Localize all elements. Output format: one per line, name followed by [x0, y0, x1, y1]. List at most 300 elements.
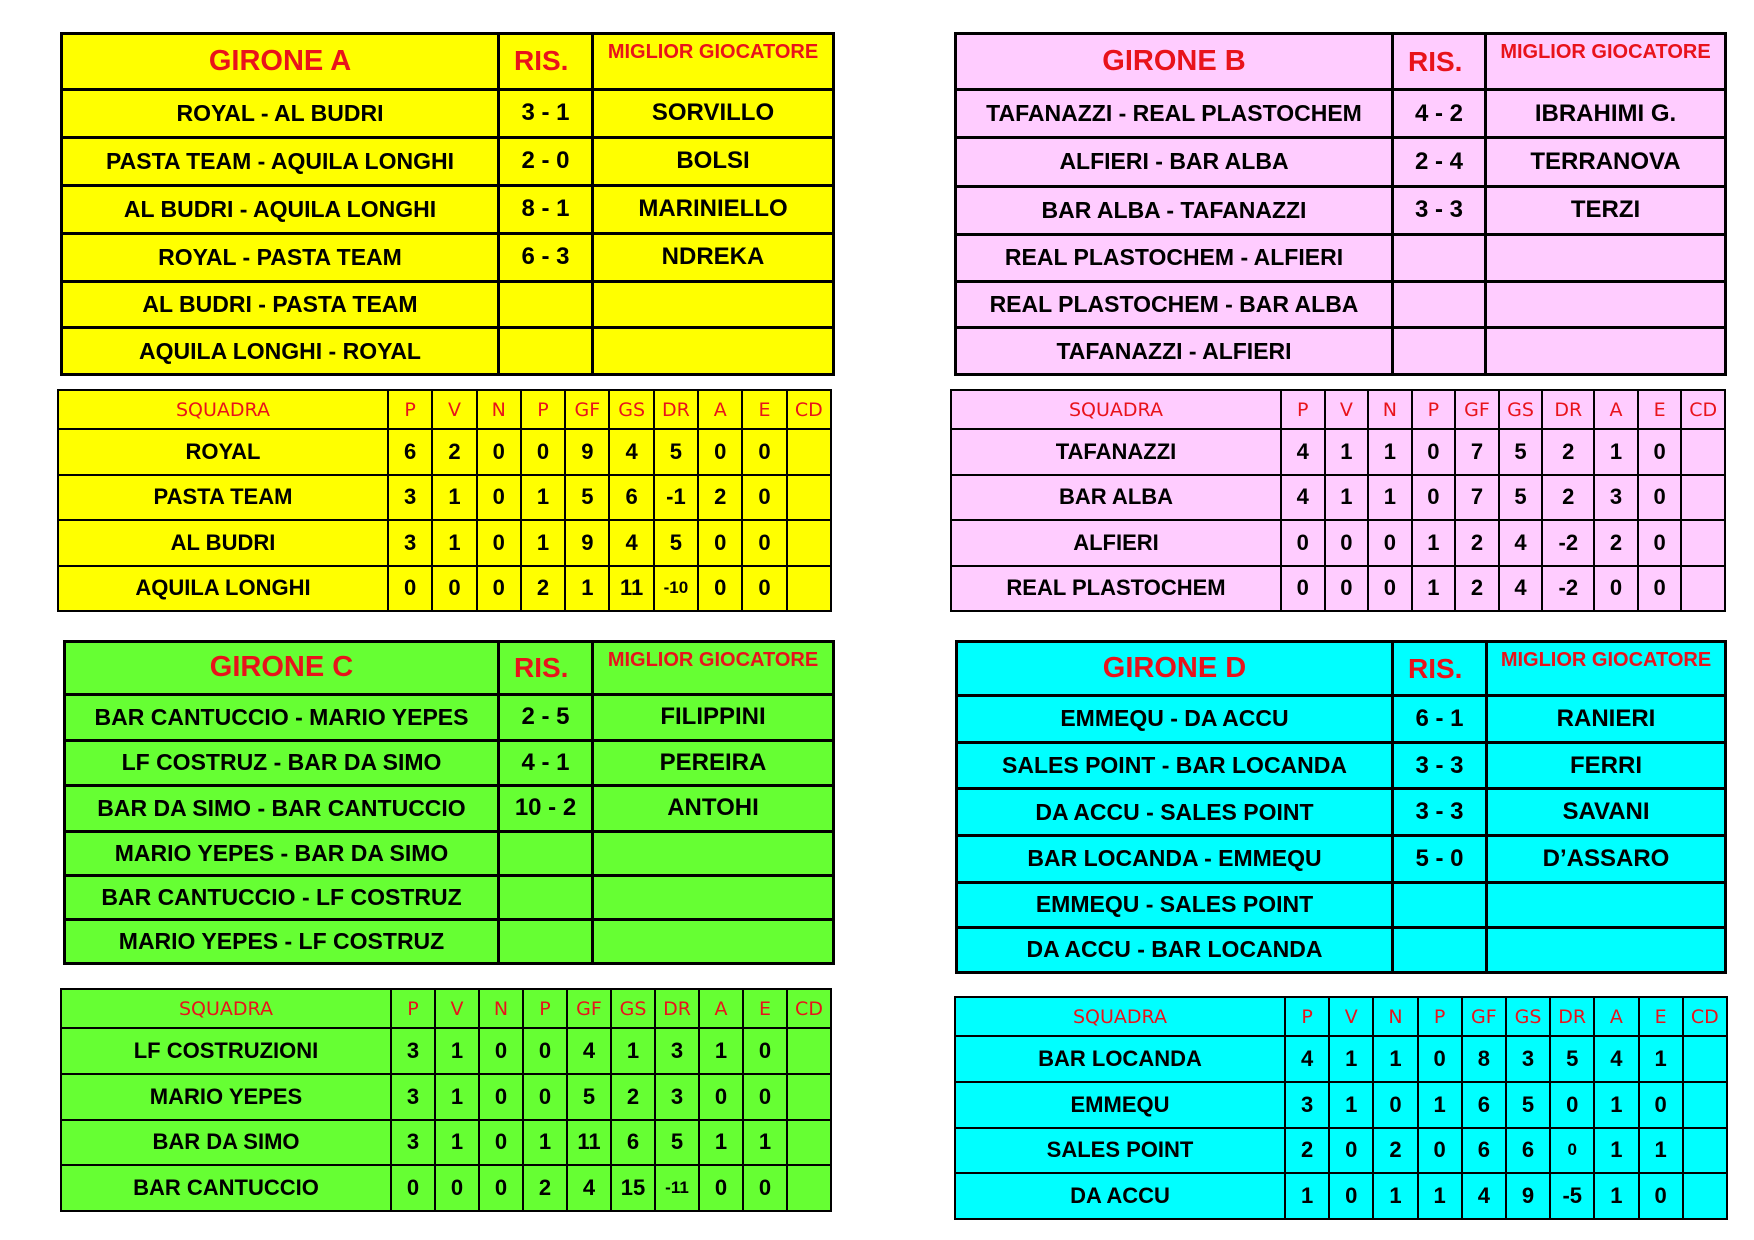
stat-cell: 5 [1550, 1036, 1594, 1082]
squadra-header: SQUADRA [951, 390, 1281, 429]
stat-cell: 3 [388, 520, 432, 566]
best-player [1486, 234, 1726, 281]
col-header: E [742, 390, 786, 429]
stat-cell: 0 [1639, 1173, 1683, 1219]
stat-cell: 0 [1638, 520, 1682, 566]
col-header: N [1368, 390, 1412, 429]
stat-cell: 0 [1594, 566, 1638, 612]
stat-cell: 3 [388, 475, 432, 521]
girone-c-standings-table [60, 988, 832, 1212]
match-result: 3 - 3 [1393, 186, 1486, 234]
match-result: 5 - 0 [1393, 836, 1487, 883]
girone-a-matches-table [60, 32, 835, 376]
stat-cell: 4 [1499, 520, 1543, 566]
match-name: BAR CANTUCCIO - LF COSTRUZ [65, 875, 499, 919]
stat-cell: 1 [1329, 1082, 1373, 1128]
stat-cell: 1 [1368, 429, 1412, 475]
stat-cell: 0 [477, 520, 521, 566]
stat-cell: 3 [1285, 1082, 1329, 1128]
stat-cell: 1 [432, 520, 476, 566]
col-header: CD [787, 989, 831, 1028]
col-header: E [743, 989, 787, 1028]
standings-row [58, 520, 831, 566]
col-header: A [699, 989, 743, 1028]
col-header: P [388, 390, 432, 429]
stat-cell: 1 [1594, 1082, 1638, 1128]
stat-cell: 1 [699, 1028, 743, 1074]
standings-row [58, 566, 831, 612]
col-header: GS [1506, 997, 1550, 1036]
col-header: GF [565, 390, 609, 429]
stat-cell: 3 [391, 1074, 435, 1120]
standings-row [61, 1028, 831, 1074]
stat-cell [787, 429, 831, 475]
standings-row [61, 1120, 831, 1166]
stat-cell: 0 [1638, 566, 1682, 612]
col-header: GS [609, 390, 653, 429]
stat-cell: 0 [1639, 1082, 1683, 1128]
match-name: MARIO YEPES - BAR DA SIMO [65, 831, 499, 875]
stat-cell: 1 [1325, 475, 1369, 521]
match-name: BAR ALBA - TAFANAZZI [956, 186, 1393, 234]
stat-cell: 0 [698, 520, 742, 566]
match-result [499, 328, 593, 375]
match-result: 2 - 5 [499, 694, 593, 740]
stat-cell: 4 [1594, 1036, 1638, 1082]
col-header: N [479, 989, 523, 1028]
standings-row [951, 566, 1725, 612]
best-player: SAVANI [1487, 789, 1726, 836]
ris-header: RIS. [1393, 642, 1487, 696]
stat-cell: 2 [521, 566, 565, 612]
match-name: LF COSTRUZ - BAR DA SIMO [65, 740, 499, 786]
stat-cell: 6 [388, 429, 432, 475]
stat-cell: 3 [391, 1120, 435, 1166]
col-header: DR [1550, 997, 1594, 1036]
best-player: D’ASSARO [1487, 836, 1726, 883]
stat-cell: 2 [523, 1165, 567, 1211]
stat-cell: 4 [567, 1165, 611, 1211]
best-player [593, 281, 834, 328]
standings-row [955, 1173, 1727, 1219]
stat-cell: 2 [1373, 1128, 1417, 1174]
stat-cell: 4 [1281, 475, 1325, 521]
col-header: P [521, 390, 565, 429]
girone-c-title: GIRONE C [65, 642, 499, 695]
stat-cell: 5 [655, 1120, 699, 1166]
team-name: BAR CANTUCCIO [61, 1165, 391, 1211]
stat-cell: -2 [1542, 566, 1594, 612]
stat-cell: 9 [565, 429, 609, 475]
team-name: REAL PLASTOCHEM [951, 566, 1281, 612]
best-player [1486, 281, 1726, 328]
stat-cell: 0 [699, 1074, 743, 1120]
stat-cell: 0 [742, 520, 786, 566]
best-player [1487, 882, 1726, 927]
stat-cell: 1 [1412, 520, 1456, 566]
stat-cell [1681, 475, 1725, 521]
stat-cell: 0 [742, 566, 786, 612]
team-name: AL BUDRI [58, 520, 388, 566]
stat-cell: 1 [432, 475, 476, 521]
stat-cell [1681, 520, 1725, 566]
col-header: CD [787, 390, 831, 429]
stat-cell: 0 [1325, 566, 1369, 612]
stat-cell: 0 [1418, 1036, 1462, 1082]
standings-row [955, 1036, 1727, 1082]
stat-cell: 1 [1418, 1173, 1462, 1219]
stat-cell [1681, 429, 1725, 475]
match-name: ROYAL - PASTA TEAM [62, 233, 499, 281]
squadra-header: SQUADRA [58, 390, 388, 429]
stat-cell: 1 [1368, 475, 1412, 521]
stat-cell: 3 [391, 1028, 435, 1074]
stat-cell: 2 [1455, 520, 1499, 566]
match-name: MARIO YEPES - LF COSTRUZ [65, 919, 499, 963]
col-header: CD [1683, 997, 1727, 1036]
stat-cell [787, 1074, 831, 1120]
stat-cell: 3 [655, 1074, 699, 1120]
standings-row [58, 429, 831, 475]
stat-cell: 2 [1542, 475, 1594, 521]
best-player-header: MIGLIOR GIOCATORE [593, 642, 834, 695]
team-name: BAR DA SIMO [61, 1120, 391, 1166]
stat-cell: 0 [1412, 429, 1456, 475]
col-header: V [435, 989, 479, 1028]
match-result: 3 - 3 [1393, 789, 1487, 836]
stat-cell: 0 [391, 1165, 435, 1211]
stat-cell: 1 [435, 1028, 479, 1074]
stat-cell: 1 [1329, 1036, 1373, 1082]
standings-row [955, 1082, 1727, 1128]
team-name: PASTA TEAM [58, 475, 388, 521]
col-header: P [391, 989, 435, 1028]
stat-cell: -2 [1542, 520, 1594, 566]
stat-cell: 5 [654, 520, 698, 566]
stat-cell: 1 [699, 1120, 743, 1166]
standings-row [951, 520, 1725, 566]
stat-cell: 2 [1455, 566, 1499, 612]
match-result: 4 - 2 [1393, 90, 1486, 138]
stat-cell: 0 [742, 475, 786, 521]
stat-cell: 0 [479, 1074, 523, 1120]
stat-cell: 0 [477, 566, 521, 612]
stat-cell: 4 [609, 429, 653, 475]
stat-cell: 0 [388, 566, 432, 612]
stat-cell: 1 [1373, 1173, 1417, 1219]
team-name: ROYAL [58, 429, 388, 475]
stat-cell: 5 [1499, 429, 1543, 475]
stat-cell: 0 [1550, 1128, 1594, 1174]
stat-cell: 0 [479, 1120, 523, 1166]
stat-cell: 7 [1455, 475, 1499, 521]
girone-d-standings-table [954, 996, 1728, 1220]
col-header: P [1412, 390, 1456, 429]
best-player: TERRANOVA [1486, 138, 1726, 186]
best-player: ANTOHI [593, 786, 834, 832]
match-result: 6 - 3 [499, 233, 593, 281]
girone-d-matches-table [955, 640, 1727, 974]
col-header: DR [654, 390, 698, 429]
best-player [1487, 927, 1726, 972]
stat-cell [787, 475, 831, 521]
match-name: EMMEQU - SALES POINT [957, 882, 1393, 927]
stat-cell [1683, 1173, 1727, 1219]
col-header: E [1638, 390, 1682, 429]
match-name: ALFIERI - BAR ALBA [956, 138, 1393, 186]
standings-row [951, 429, 1725, 475]
col-header: GS [1499, 390, 1543, 429]
stat-cell: 1 [523, 1120, 567, 1166]
stat-cell: 0 [698, 566, 742, 612]
best-player: SORVILLO [593, 89, 834, 137]
match-result: 6 - 1 [1393, 696, 1487, 743]
stat-cell: 2 [698, 475, 742, 521]
stat-cell [787, 520, 831, 566]
stat-cell: 1 [1594, 429, 1638, 475]
stat-cell [787, 1120, 831, 1166]
best-player: PEREIRA [593, 740, 834, 786]
match-name: TAFANAZZI - REAL PLASTOCHEM [956, 90, 1393, 138]
match-result [1393, 281, 1486, 328]
match-name: TAFANAZZI - ALFIERI [956, 328, 1393, 375]
stat-cell: -10 [654, 566, 698, 612]
stat-cell: 0 [1281, 520, 1325, 566]
stat-cell: 0 [1325, 520, 1369, 566]
stat-cell: 9 [1506, 1173, 1550, 1219]
col-header: E [1639, 997, 1683, 1036]
match-name: EMMEQU - DA ACCU [957, 696, 1393, 743]
girone-d-title: GIRONE D [957, 642, 1393, 696]
stat-cell: 6 [1462, 1082, 1506, 1128]
ris-header: RIS. [499, 642, 593, 695]
girone-a-title: GIRONE A [62, 34, 499, 90]
ris-header: RIS. [499, 34, 593, 90]
match-result [1393, 328, 1486, 375]
match-name: AL BUDRI - PASTA TEAM [62, 281, 499, 328]
girone-c-matches-table [63, 640, 835, 965]
stat-cell: 11 [567, 1120, 611, 1166]
stat-cell: 0 [1638, 429, 1682, 475]
col-header: CD [1681, 390, 1725, 429]
standings-row [58, 475, 831, 521]
standings-row [951, 475, 1725, 521]
stat-cell: 4 [1281, 429, 1325, 475]
stat-cell: 3 [655, 1028, 699, 1074]
stat-cell: 2 [611, 1074, 655, 1120]
team-name: LF COSTRUZIONI [61, 1028, 391, 1074]
stat-cell: 1 [1594, 1128, 1638, 1174]
stat-cell: 0 [523, 1074, 567, 1120]
stat-cell: 1 [1639, 1128, 1683, 1174]
stat-cell: 1 [1639, 1036, 1683, 1082]
match-result [499, 831, 593, 875]
stat-cell: 0 [1550, 1082, 1594, 1128]
stat-cell: 1 [611, 1028, 655, 1074]
match-name: DA ACCU - SALES POINT [957, 789, 1393, 836]
stat-cell: 0 [1638, 475, 1682, 521]
match-result: 4 - 1 [499, 740, 593, 786]
squadra-header: SQUADRA [61, 989, 391, 1028]
stat-cell: 0 [699, 1165, 743, 1211]
standings-row [61, 1165, 831, 1211]
best-player-header: MIGLIOR GIOCATORE [593, 34, 834, 90]
col-header: V [1325, 390, 1369, 429]
girone-b-matches-table [954, 32, 1727, 376]
match-result: 3 - 1 [499, 89, 593, 137]
team-name: MARIO YEPES [61, 1074, 391, 1120]
best-player: FILIPPINI [593, 694, 834, 740]
stat-cell: 6 [611, 1120, 655, 1166]
stat-cell: 0 [1329, 1173, 1373, 1219]
stat-cell: 1 [521, 475, 565, 521]
team-name: BAR LOCANDA [955, 1036, 1285, 1082]
standings-row [955, 1128, 1727, 1174]
stat-cell: 6 [1506, 1128, 1550, 1174]
stat-cell: 0 [1412, 475, 1456, 521]
girone-b-standings-table [950, 389, 1726, 612]
stat-cell: 9 [565, 520, 609, 566]
stat-cell: 0 [477, 475, 521, 521]
stat-cell: 0 [477, 429, 521, 475]
stat-cell: 8 [1462, 1036, 1506, 1082]
stat-cell: 2 [1542, 429, 1594, 475]
col-header: GF [1455, 390, 1499, 429]
stat-cell [1683, 1036, 1727, 1082]
stat-cell: 1 [1594, 1173, 1638, 1219]
stat-cell: 0 [743, 1165, 787, 1211]
match-result [499, 875, 593, 919]
col-header: GF [1462, 997, 1506, 1036]
match-name: REAL PLASTOCHEM - ALFIERI [956, 234, 1393, 281]
match-name: BAR CANTUCCIO - MARIO YEPES [65, 694, 499, 740]
match-name: BAR LOCANDA - EMMEQU [957, 836, 1393, 883]
stat-cell: 1 [1325, 429, 1369, 475]
col-header: P [1281, 390, 1325, 429]
stat-cell: 0 [1329, 1128, 1373, 1174]
stat-cell: 0 [435, 1165, 479, 1211]
col-header: P [523, 989, 567, 1028]
stat-cell: 1 [1412, 566, 1456, 612]
stat-cell: 5 [1499, 475, 1543, 521]
best-player: FERRI [1487, 742, 1726, 789]
match-name: DA ACCU - BAR LOCANDA [957, 927, 1393, 972]
best-player [593, 328, 834, 375]
team-name: EMMEQU [955, 1082, 1285, 1128]
best-player-header: MIGLIOR GIOCATORE [1487, 642, 1726, 696]
stat-cell: 0 [432, 566, 476, 612]
stat-cell: 0 [742, 429, 786, 475]
standings-row [61, 1074, 831, 1120]
stat-cell: 4 [1285, 1036, 1329, 1082]
stat-cell: 0 [523, 1028, 567, 1074]
stat-cell: 6 [609, 475, 653, 521]
girone-a-standings-table [57, 389, 832, 612]
stat-cell: 0 [698, 429, 742, 475]
stat-cell: 4 [1462, 1173, 1506, 1219]
stat-cell: 1 [743, 1120, 787, 1166]
stat-cell: 1 [435, 1120, 479, 1166]
match-result [499, 919, 593, 963]
team-name: SALES POINT [955, 1128, 1285, 1174]
stat-cell: 5 [567, 1074, 611, 1120]
match-result [1393, 927, 1487, 972]
team-name: AQUILA LONGHI [58, 566, 388, 612]
stat-cell: -5 [1550, 1173, 1594, 1219]
col-header: V [1329, 997, 1373, 1036]
stat-cell: 0 [1418, 1128, 1462, 1174]
stat-cell: -11 [655, 1165, 699, 1211]
stat-cell: 1 [565, 566, 609, 612]
stat-cell: 5 [1506, 1082, 1550, 1128]
col-header: DR [1542, 390, 1594, 429]
stat-cell: 0 [1281, 566, 1325, 612]
stat-cell: 2 [1285, 1128, 1329, 1174]
match-name: AQUILA LONGHI - ROYAL [62, 328, 499, 375]
match-result: 8 - 1 [499, 185, 593, 233]
col-header: N [1373, 997, 1417, 1036]
stat-cell: -1 [654, 475, 698, 521]
stat-cell: 0 [479, 1165, 523, 1211]
col-header: A [1594, 390, 1638, 429]
squadra-header: SQUADRA [955, 997, 1285, 1036]
match-result: 2 - 4 [1393, 138, 1486, 186]
stat-cell: 15 [611, 1165, 655, 1211]
match-name: SALES POINT - BAR LOCANDA [957, 742, 1393, 789]
match-result [1393, 882, 1487, 927]
match-result: 10 - 2 [499, 786, 593, 832]
stat-cell [1683, 1082, 1727, 1128]
col-header: A [1594, 997, 1638, 1036]
stat-cell: 0 [1368, 520, 1412, 566]
col-header: P [1285, 997, 1329, 1036]
team-name: DA ACCU [955, 1173, 1285, 1219]
best-player: NDREKA [593, 233, 834, 281]
stat-cell: 4 [567, 1028, 611, 1074]
stat-cell: 5 [654, 429, 698, 475]
col-header: DR [655, 989, 699, 1028]
team-name: BAR ALBA [951, 475, 1281, 521]
stat-cell: 4 [1499, 566, 1543, 612]
best-player: MARINIELLO [593, 185, 834, 233]
stat-cell [787, 1165, 831, 1211]
stat-cell: 2 [432, 429, 476, 475]
col-header: N [477, 390, 521, 429]
stat-cell [787, 566, 831, 612]
stat-cell: 4 [609, 520, 653, 566]
stat-cell: 0 [1368, 566, 1412, 612]
ris-header: RIS. [1393, 34, 1486, 90]
best-player: RANIERI [1487, 696, 1726, 743]
stat-cell: 0 [1373, 1082, 1417, 1128]
match-name: ROYAL - AL BUDRI [62, 89, 499, 137]
best-player [593, 919, 834, 963]
best-player: IBRAHIMI G. [1486, 90, 1726, 138]
stat-cell: 7 [1455, 429, 1499, 475]
col-header: A [698, 390, 742, 429]
best-player: BOLSI [593, 137, 834, 185]
stat-cell: 1 [1373, 1036, 1417, 1082]
best-player [1486, 328, 1726, 375]
match-result [499, 281, 593, 328]
match-result: 2 - 0 [499, 137, 593, 185]
best-player [593, 831, 834, 875]
stat-cell: 6 [1462, 1128, 1506, 1174]
match-result [1393, 234, 1486, 281]
stat-cell: 1 [435, 1074, 479, 1120]
match-name: PASTA TEAM - AQUILA LONGHI [62, 137, 499, 185]
col-header: V [432, 390, 476, 429]
